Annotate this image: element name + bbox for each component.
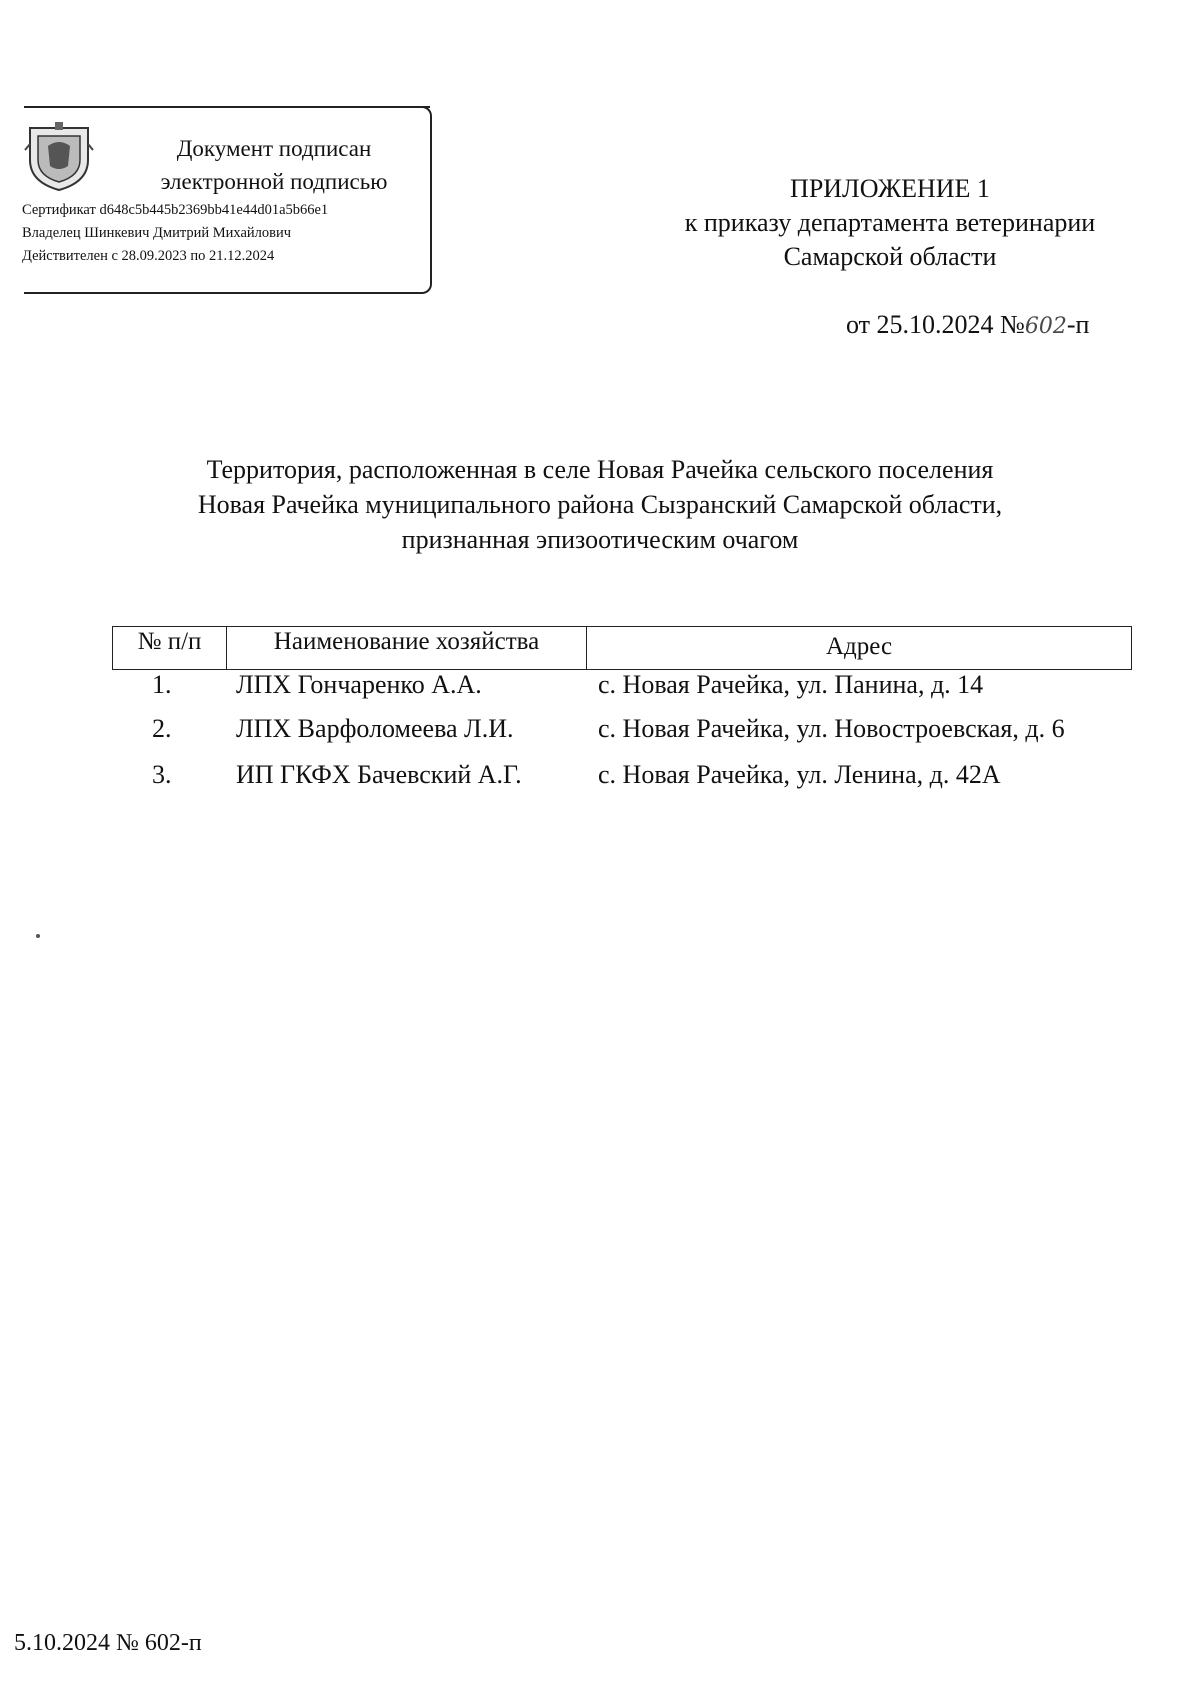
farm-address: с. Новая Рачейка, ул. Ленина, д. 42А: [598, 760, 1001, 789]
order-date-number: [846, 310, 1089, 340]
owner-line: Владелец Шинкевич Дмитрий Михайлович: [22, 225, 292, 241]
column-header-address: Адрес: [825, 633, 893, 660]
electronic-signature-stamp: [24, 106, 432, 294]
table-header: [112, 626, 1132, 670]
appendix-label: ПРИЛОЖЕНИЕ 1: [790, 174, 990, 203]
farm-name: ЛПХ Гончаренко А.А.: [236, 670, 482, 699]
row-number: 3.: [152, 760, 172, 789]
stamp-title-line1: Документ подписан: [176, 136, 372, 161]
column-header-farm-name: Наименование хозяйства: [227, 627, 587, 669]
farm-name: ЛПХ Варфоломеева Л.И.: [236, 714, 514, 743]
table-row: [112, 670, 1132, 710]
farm-address: с. Новая Рачейка, ул. Новостроевская, д. 6: [598, 714, 1065, 743]
scan-speck: [36, 934, 40, 938]
stamp-title-line2: электронной подписью: [160, 169, 388, 194]
appendix-order-ref: к приказу департамента ветеринарии: [684, 208, 1096, 237]
column-header-number: № п/п: [113, 627, 227, 669]
appendix-header: [640, 172, 1140, 274]
table-row: [112, 760, 1132, 800]
title-line3: признанная эпизоотическим очагом: [401, 525, 799, 554]
order-number-handwritten: 602: [1024, 314, 1067, 339]
row-number: 2.: [152, 714, 172, 743]
order-date: от 25.10.2024 №: [846, 310, 1025, 339]
footer-reference: 5.10.2024 № 602-п: [14, 1630, 202, 1656]
farm-address: с. Новая Рачейка, ул. Панина, д. 14: [598, 670, 984, 699]
document-title: [180, 452, 1020, 557]
row-number: 1.: [152, 670, 172, 699]
stamp-title: [124, 132, 424, 198]
order-suffix: -п: [1066, 310, 1090, 339]
title-line1: Территория, расположенная в селе Новая Рачейка сельского поселения: [206, 455, 994, 484]
coat-of-arms-icon: [24, 120, 94, 192]
validity-line: Действителен с 28.09.2023 по 21.12.2024: [22, 248, 275, 264]
farm-name: ИП ГКФХ Бачевский А.Г.: [236, 760, 522, 789]
appendix-region: Самарской области: [783, 242, 997, 271]
title-line2: Новая Рачейка муниципального района Сызранский Самарской области,: [197, 490, 1003, 519]
table-row: [112, 714, 1132, 754]
certificate-line: Сертификат d648c5b445b2369bb41e44d01a5b66e1: [22, 202, 329, 218]
